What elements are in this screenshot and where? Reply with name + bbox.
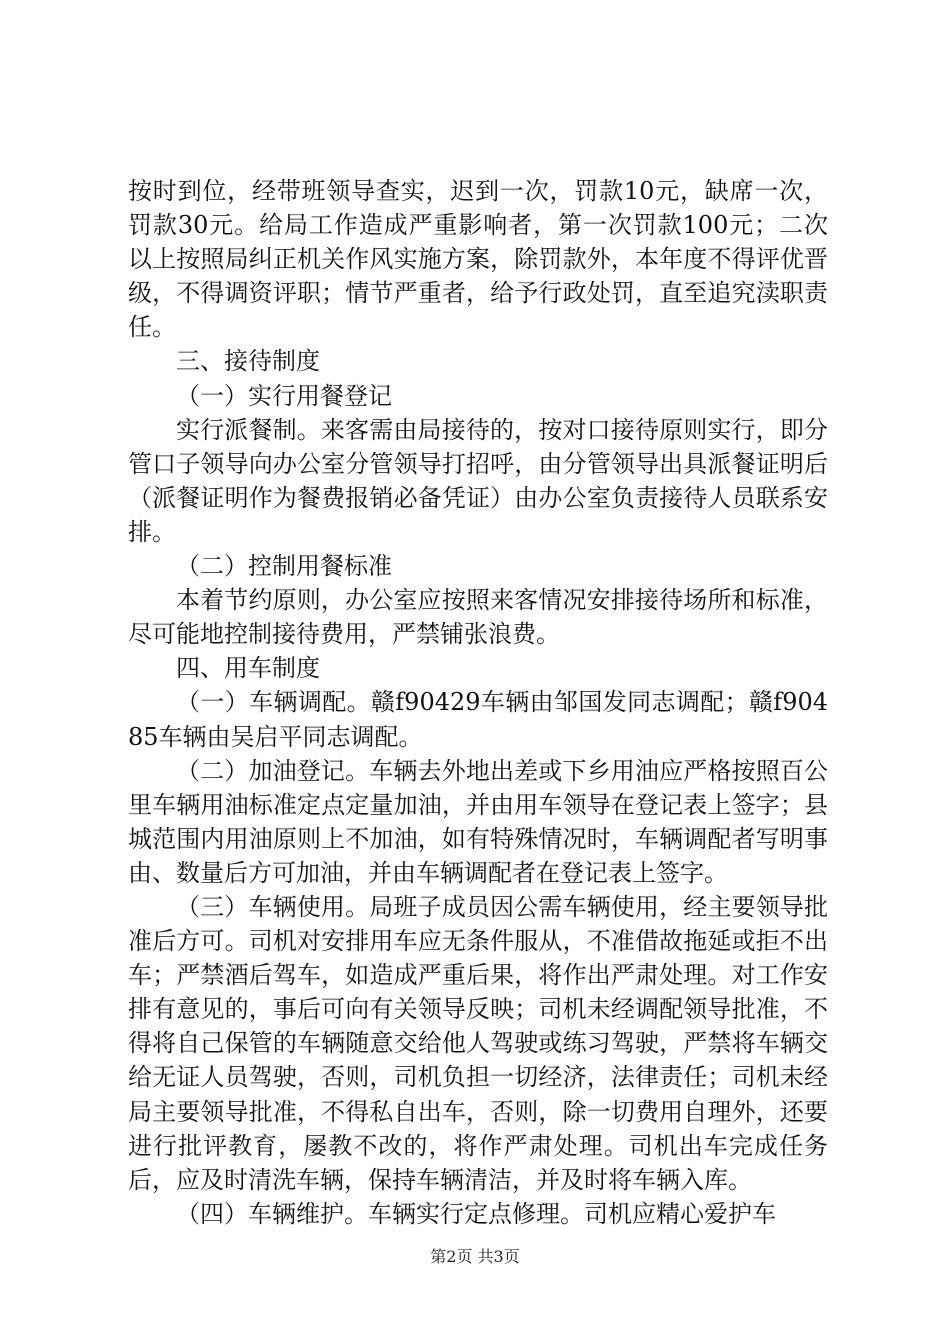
- paragraph-meal-dispatch: 实行派餐制。来客需由局接待的，按对口接待原则实行，即分管口子领导向办公室分管领导打招呼，由分管领导出具派餐证明后（派餐证明作为餐费报销必备凭证）由办公室负责接待人员联系安排。: [128, 415, 828, 546]
- paragraph-vehicle-dispatch: （一）车辆调配。赣f90429车辆由邹国发同志调配；赣f90485车辆由吴启平同志调配。: [128, 688, 828, 751]
- section-heading-reception: 三、接待制度: [176, 347, 320, 376]
- paragraph-meal-economy: 本着节约原则，办公室应按照来客情况安排接待场所和标准，尽可能地控制接待费用，严禁铺张浪费。: [128, 586, 828, 649]
- subheading-meal-standard: （二）控制用餐标准: [176, 552, 392, 581]
- page-number-footer: 第2页 共3页: [430, 1247, 520, 1266]
- paragraph-fuel-registration: （二）加油登记。车辆去外地出差或下乡用油应严格按照百公里车辆用油标准定点定量加油，并由用车领导在登记表上签字；县城范围内用油原则上不加油，如有特殊情况时，车辆调配者写明事由、数量后方可加油，并由车辆调配者在登记表上签字。: [128, 756, 828, 887]
- section-heading-vehicle: 四、用车制度: [176, 654, 320, 683]
- subheading-meal-registration: （一）实行用餐登记: [176, 381, 392, 410]
- paragraph-vehicle-maintenance: （四）车辆维护。车辆实行定点修理。司机应精心爱护车: [176, 1199, 776, 1228]
- document-body: [128, 174, 828, 1231]
- paragraph-vehicle-usage: （三）车辆使用。局班子成员因公需车辆使用，经主要领导批准后方可。司机对安排用车应无条件服从，不准借故拖延或拒不出车；严禁酒后驾车，如造成严重后果，将作出严肃处理。对工作安排有意见的，事后可向有关领导反映；司机未经调配领导批准，不得将自己保管的车辆随意交给他人驾驶或练习驾驶，严禁将车辆交给无证人员驾驶，否则，司机负担一切经济，法律责任；司机未经局主要领导批准，不得私自出车，否则，除一切费用自理外，还要进行批评教育，屡教不改的，将作严肃处理。司机出车完成任务后，应及时清洗车辆，保持车辆清洁，并及时将车辆入库。: [128, 892, 828, 1194]
- paragraph-attendance-penalty: 按时到位，经带班领导查实，迟到一次，罚款10元，缺席一次，罚款30元。给局工作造成严重影响者，第一次罚款100元；二次以上按照局纠正机关作风实施方案，除罚款外，本年度不得评优晋级，不得调资评职；情节严重者，给予行政处罚，直至追究渎职责任。: [128, 177, 828, 342]
